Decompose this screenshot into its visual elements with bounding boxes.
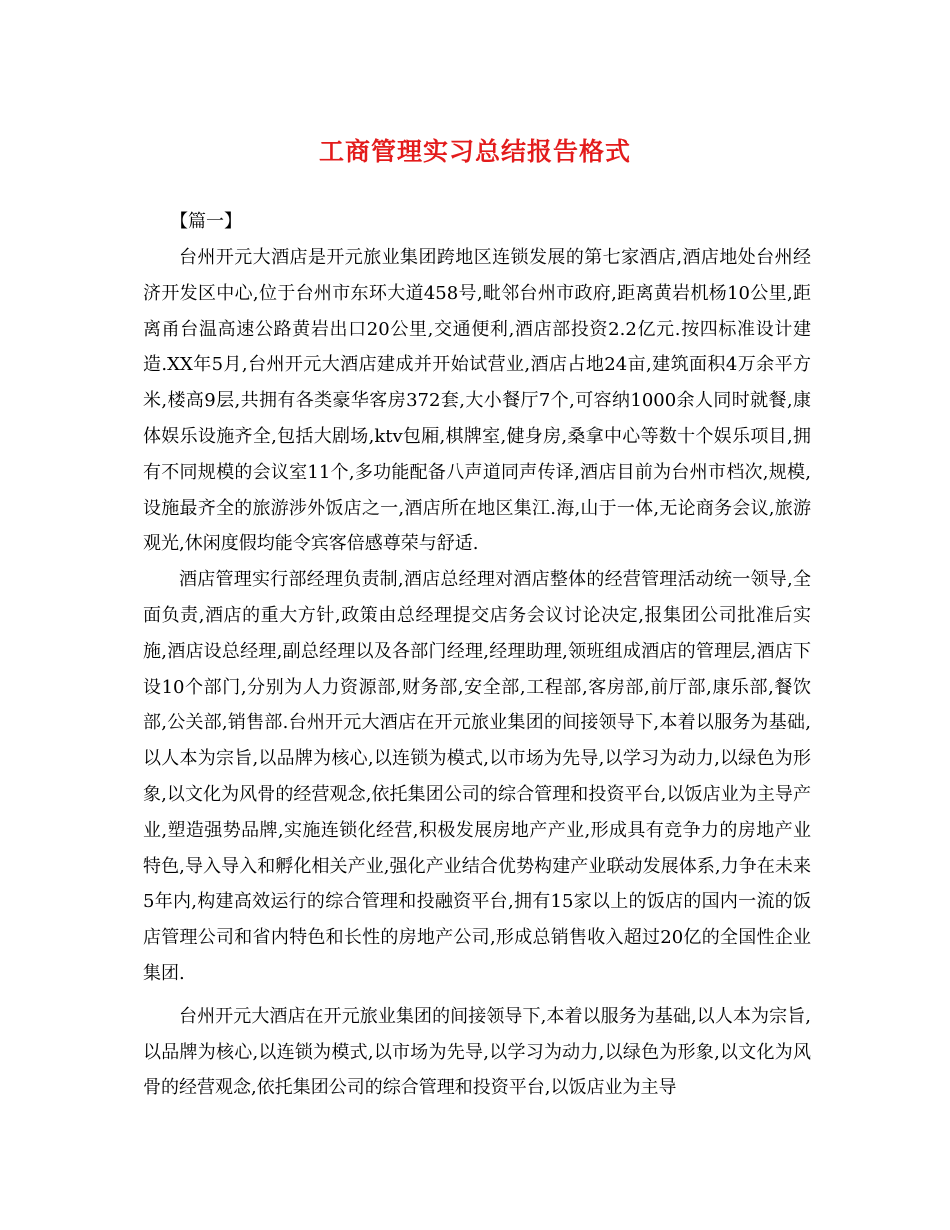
document-body <box>143 240 811 1106</box>
section-label: 【篇一】 <box>170 211 242 232</box>
document-title: 工商管理实习总结报告格式 <box>318 137 631 166</box>
paragraph: 台州开元大酒店在开元旅业集团的间接领导下,本着以服务为基础,以人本为宗旨,以品牌为核心,以连锁为模式,以市场为先导,以学习为动力,以绿色为形象,以文化为风骨的经营观念,依托集团公司的综合管理和投资平台,以饭店业为主导 <box>143 1005 811 1099</box>
paragraph: 酒店管理实行部经理负责制,酒店总经理对酒店整体的经营管理活动统一领导,全面负责,酒店的重大方针,政策由总经理提交店务会议讨论决定,报集团公司批准后实施,酒店设总经理,副总经理以及各部门经理,经理助理,领班组成酒店的管理层,酒店下设10个部门,分别为人力资源部,财务部,安全部,工程部,客房部,前厅部,康乐部,餐饮部,公关部,销售部.台州开元大酒店在开元旅业集团的间接领导下,本着以服务为基础,以人本为宗旨,以品牌为核心,以连锁为模式,以市场为先导,以学习为动力,以绿色为形象,以文化为风骨的经营观念,依托集团公司的综合管理和投资平台,以饭店业为主导产业,塑造强势品牌,实施连锁化经营,积极发展房地产产业,形成具有竞争力的房地产业特色,导入导入和孵化相关产业,强化产业结合优势构建产业联动发展体系,力争在未来5年内,构建高效运行的综合管理和投融资平台,拥有15家以上的饭店的国内一流的饭店管理公司和省内特色和长性的房地产公司,形成总销售收入超过20亿的全国性企业集团. <box>143 569 811 984</box>
paragraph: 台州开元大酒店是开元旅业集团跨地区连锁发展的第七家酒店,酒店地处台州经济开发区中心,位于台州市东环大道458号,毗邻台州市政府,距离黄岩机杨10公里,距离甬台温高速公路黄岩出口20公里,交通便利,酒店部投资2.2亿元.按四标准设计建造.XX年5月,台州开元大酒店建成并开始试营业,酒店占地24亩,建筑面积4万余平方米,楼高9层,共拥有各类豪华客房372套,大小餐厅7个,可容纳1000余人同时就餐,康体娱乐设施齐全,包括大剧场,ktv包厢,棋牌室,健身房,桑拿中心等数十个娱乐项目,拥有不同规模的会议室11个,多功能配备八声道同声传译,酒店目前为台州市档次,规模,设施最齐全的旅游涉外饭店之一,酒店所在地区集江.海,山于一体,无论商务会议,旅游观光,休闲度假均能令宾客倍感尊荣与舒适. <box>143 247 811 555</box>
